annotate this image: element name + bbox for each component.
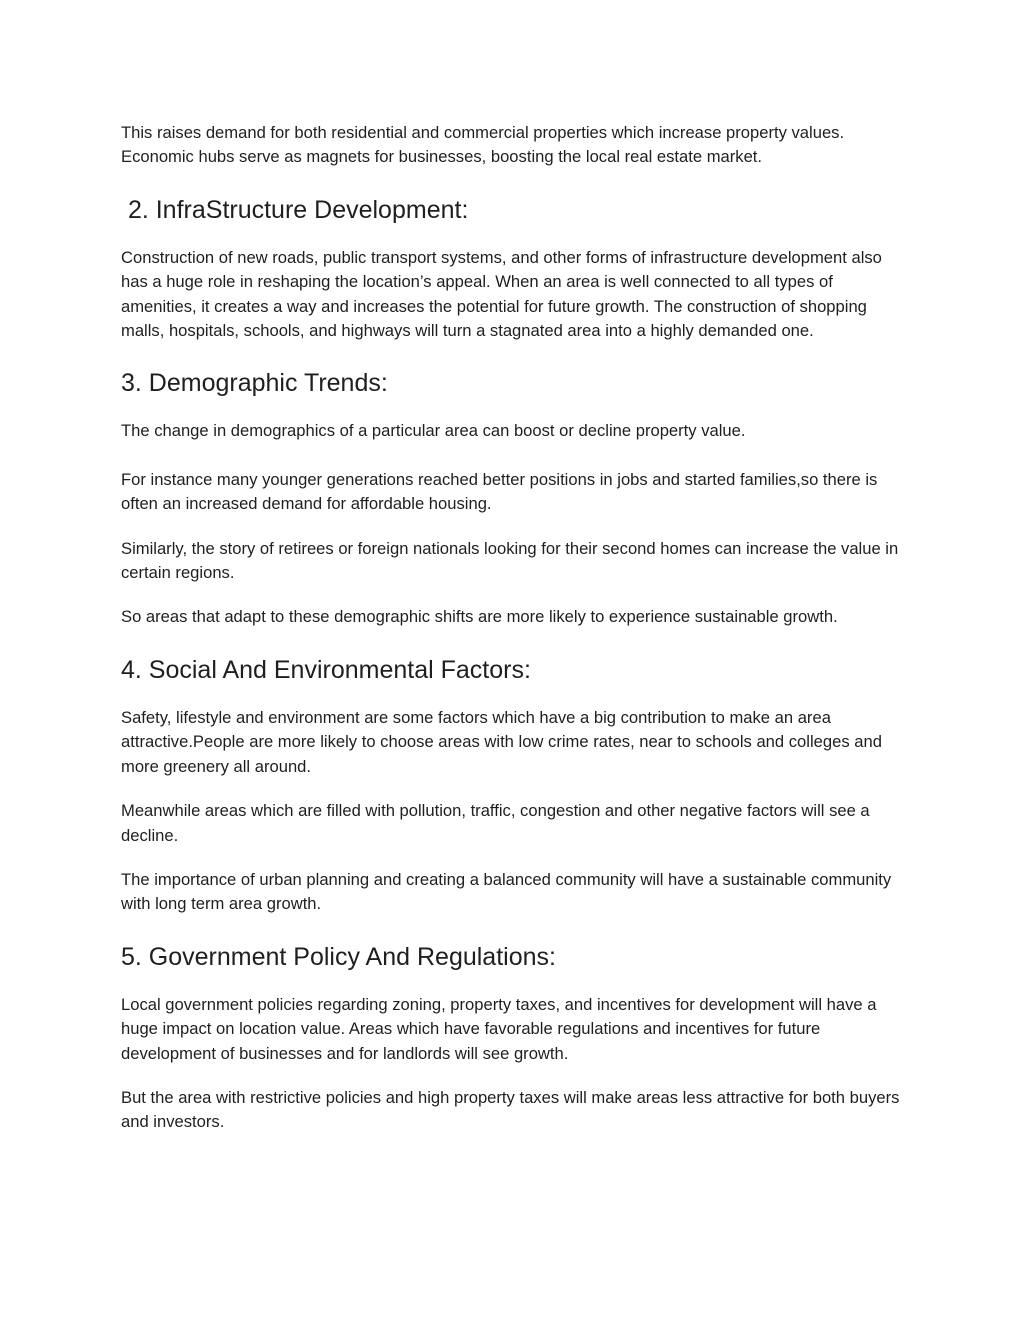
paragraph-demographic-4: So areas that adapt to these demographic shifts are more likely to experience sustainable growth. xyxy=(121,607,838,627)
intro-paragraph: This raises demand for both residential and commercial properties which increase property values. Economic hubs serve as magnets for businesses, boosting the local real estate market. xyxy=(121,123,845,167)
paragraph-social-3: The importance of urban planning and creating a balanced community will have a sustainable community with long term area growth. xyxy=(121,869,892,914)
heading-demographic-trends: 3. Demographic Trends: xyxy=(121,369,388,398)
heading-social-environmental: 4. Social And Environmental Factors: xyxy=(121,655,531,684)
heading-infrastructure-development: 2. InfraStructure Development: xyxy=(121,195,469,224)
paragraph-demographic-3: Similarly, the story of retirees or foreign nationals looking for their second homes can increase the value in certain regions. xyxy=(121,538,899,583)
paragraph-demographic-1: The change in demographics of a particular area can boost or decline property value. xyxy=(121,421,746,441)
paragraph-government-1: Local government policies regarding zoning, property taxes, and incentives for development will have a huge impact on location value. Areas which have favorable regulations and incentives for future development of businesses and for landlords will see growth. xyxy=(121,994,877,1063)
document-page xyxy=(121,121,911,1135)
paragraph-social-2: Meanwhile areas which are filled with pollution, traffic, congestion and other negative factors will see a decline. xyxy=(121,801,870,845)
paragraph-demographic-2: For instance many younger generations reached better positions in jobs and started families,so there is often an increased demand for affordable housing. xyxy=(121,469,878,514)
paragraph-infrastructure: Construction of new roads, public transport systems, and other forms of infrastructure development also has a huge role in reshaping the location’s appeal. When an area is well connected to all types of amenities, it creates a way and increases the potential for future growth. The construction of shopping malls, hospitals, schools, and highways will turn a stagnated area into a highly demanded one. xyxy=(121,247,882,341)
heading-government-policy: 5. Government Policy And Regulations: xyxy=(121,942,556,971)
paragraph-government-2: But the area with restrictive policies and high property taxes will make areas less attractive for both buyers and investors. xyxy=(121,1087,900,1132)
paragraph-social-1: Safety, lifestyle and environment are some factors which have a big contribution to make an area attractive.People are more likely to choose areas with low crime rates, near to schools and colleges and more greenery all around. xyxy=(121,707,882,776)
